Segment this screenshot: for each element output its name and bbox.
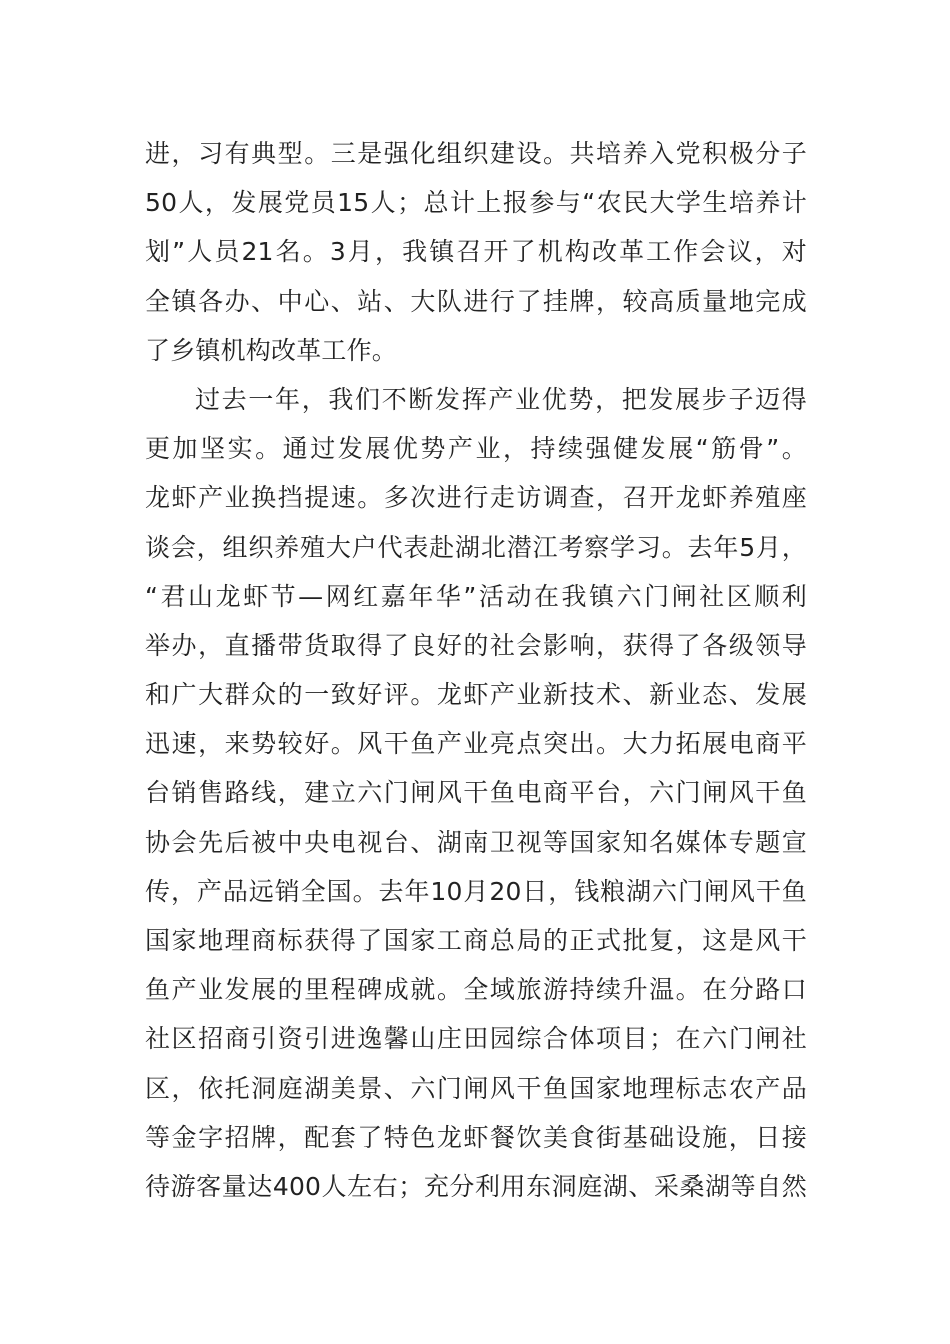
text-line: 迅速，来势较好。风干鱼产业亮点突出。大力拓展电商平	[145, 729, 807, 759]
text-line: 台销售路线，建立六门闸风干鱼电商平台，六门闸风干鱼	[145, 778, 807, 808]
text-line: 全镇各办、中心、站、大队进行了挂牌，较高质量地完成	[145, 286, 807, 316]
text-line: 社区招商引资引进逸馨山庄田园综合体项目；在六门闸社	[145, 1024, 807, 1054]
text-line: 鱼产业发展的里程碑成就。全域旅游持续升温。在分路口	[145, 975, 807, 1005]
text-line: 划”人员21名。3月，我镇召开了机构改革工作会议，对	[145, 237, 807, 267]
text-line: 过去一年，我们不断发挥产业优势，把发展步子迈得	[195, 384, 807, 414]
text-line: 龙虾产业换挡提速。多次进行走访调查，召开龙虾养殖座	[145, 483, 807, 513]
text-line: 国家地理商标获得了国家工商总局的正式批复，这是风干	[145, 926, 807, 955]
text-line: 50人，发展党员15人；总计上报参与“农民大学生培养计	[145, 188, 807, 218]
text-line: 传，产品远销全国。去年10月20日，钱粮湖六门闸风干鱼	[145, 876, 807, 906]
text-line: 谈会，组织养殖大户代表赴湖北潜江考察学习。去年5月，	[145, 532, 807, 562]
text-line: 了乡镇机构改革工作。	[145, 335, 398, 365]
text-line: 举办，直播带货取得了良好的社会影响，获得了各级领导	[145, 630, 807, 660]
text-line: 进，习有典型。三是强化组织建设。共培养入党积极分子	[145, 139, 807, 168]
text-line: 协会先后被中央电视台、湖南卫视等国家知名媒体专题宣	[145, 827, 807, 857]
text-line: 和广大群众的一致好评。龙虾产业新技术、新业态、发展	[145, 680, 807, 710]
text-line: 区，依托洞庭湖美景、六门闸风干鱼国家地理标志农产品	[145, 1073, 807, 1103]
text-line: “君山龙虾节—网红嘉年华”活动在我镇六门闸社区顺利	[145, 581, 807, 611]
body-text	[145, 129, 807, 1211]
text-line: 更加坚实。通过发展优势产业，持续强健发展“筋骨”。	[145, 434, 807, 464]
text-line: 待游客量达400人左右；充分利用东洞庭湖、采桑湖等自然	[145, 1171, 807, 1201]
text-line: 等金字招牌，配套了特色龙虾餐饮美食街基础设施，日接	[145, 1122, 807, 1152]
